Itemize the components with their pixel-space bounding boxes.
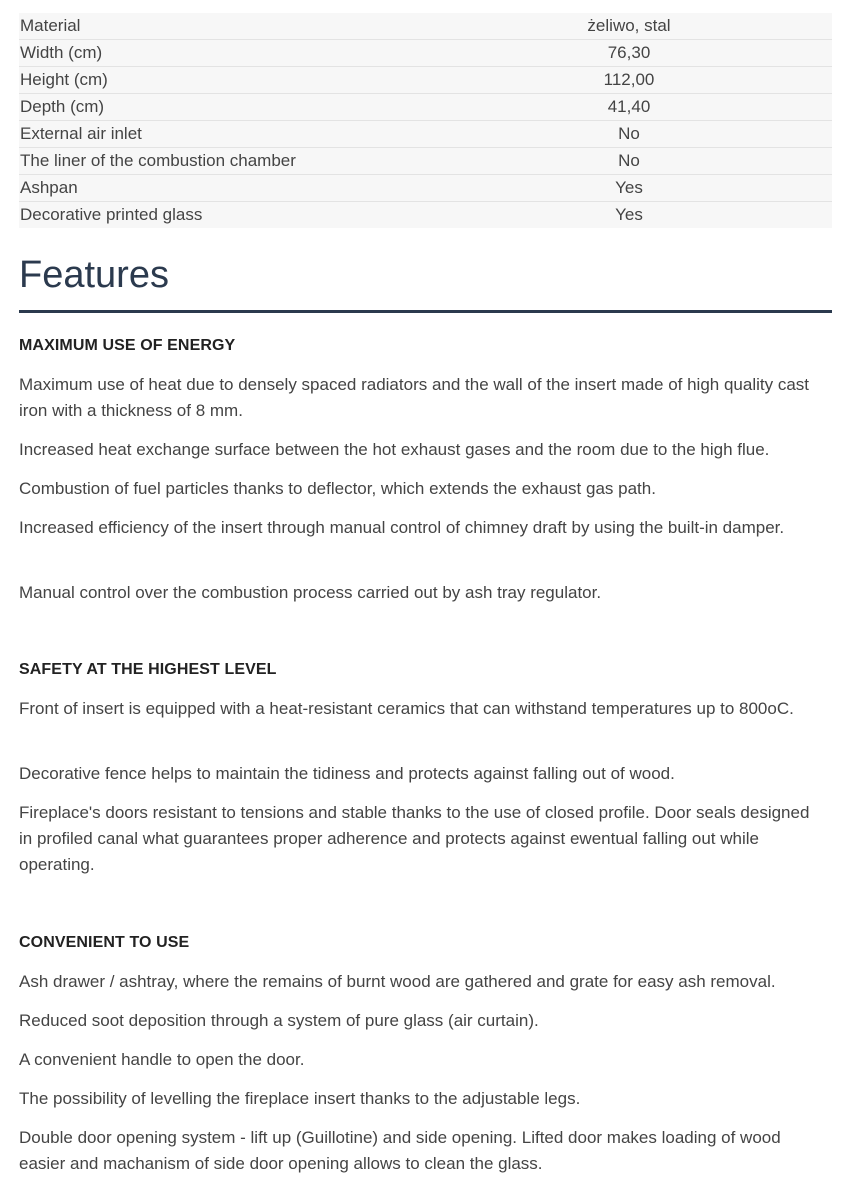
paragraph: Ash drawer / ashtray, where the remains of burnt wood are gathered and grate for easy ash removal. [19, 972, 776, 991]
spec-label: Decorative printed glass [20, 205, 203, 224]
spec-value: 112,00 [603, 70, 655, 89]
paragraph: Front of insert is equipped with a heat-resistant ceramics that can withstand temperatures up to 800oC. [19, 699, 794, 718]
spec-row [19, 175, 832, 202]
spec-value: Yes [615, 205, 643, 224]
paragraph: A convenient handle to open the door. [19, 1050, 305, 1069]
spec-row [19, 202, 832, 228]
paragraph: Increased heat exchange surface between the hot exhaust gases and the room due to the high flue. [19, 440, 770, 459]
spec-row [19, 121, 832, 148]
section-title-convenience: CONVENIENT TO USE [19, 934, 190, 951]
section-title-safety: SAFETY AT THE HIGHEST LEVEL [19, 661, 277, 678]
paragraph: The possibility of levelling the fireplace insert thanks to the adjustable legs. [19, 1089, 581, 1108]
spec-label: Material [20, 16, 81, 35]
features-heading: Features [19, 254, 169, 296]
spec-row [19, 94, 832, 121]
spec-row [19, 40, 832, 67]
spec-row [19, 13, 832, 40]
spec-label: Ashpan [20, 178, 78, 197]
spec-label: External air inlet [20, 124, 142, 143]
spec-value: 76,30 [607, 43, 651, 62]
spec-label: The liner of the combustion chamber [20, 151, 296, 170]
spec-label: Height (cm) [20, 70, 108, 89]
paragraph: Maximum use of heat due to densely spaced radiators and the wall of the insert made of high quality cast iron with a thickness of 8 mm. [19, 375, 810, 420]
spec-label: Width (cm) [20, 43, 103, 62]
paragraph: Fireplace's doors resistant to tensions and stable thanks to the use of closed profile. Door seals designed in profiled canal what guarantees proper adherence and protects against ewentual falling out while operating. [19, 803, 810, 874]
spec-row [19, 148, 832, 175]
spec-value: No [618, 124, 640, 143]
heading-divider [19, 310, 832, 313]
spec-value: 41,40 [607, 97, 651, 116]
paragraph: Combustion of fuel particles thanks to deflector, which extends the exhaust gas path. [19, 479, 656, 498]
spec-value: żeliwo, stal [587, 16, 671, 35]
spec-value: No [618, 151, 640, 170]
paragraph: Increased efficiency of the insert through manual control of chimney draft by using the built-in damper. [19, 518, 785, 537]
paragraph: Manual control over the combustion process carried out by ash tray regulator. [19, 583, 602, 602]
paragraph: Decorative fence helps to maintain the tidiness and protects against falling out of wood. [19, 764, 675, 783]
spec-table [19, 13, 832, 228]
section-title-energy: MAXIMUM USE OF ENERGY [19, 337, 236, 354]
spec-value: Yes [615, 178, 643, 197]
paragraph: Reduced soot deposition through a system of pure glass (air curtain). [19, 1011, 539, 1030]
spec-row [19, 67, 832, 94]
spec-label: Depth (cm) [20, 97, 105, 116]
paragraph: Double door opening system - lift up (Guillotine) and side opening. Lifted door makes loading of wood easier and machanism of side door opening allows to clean the glass. [19, 1128, 781, 1173]
